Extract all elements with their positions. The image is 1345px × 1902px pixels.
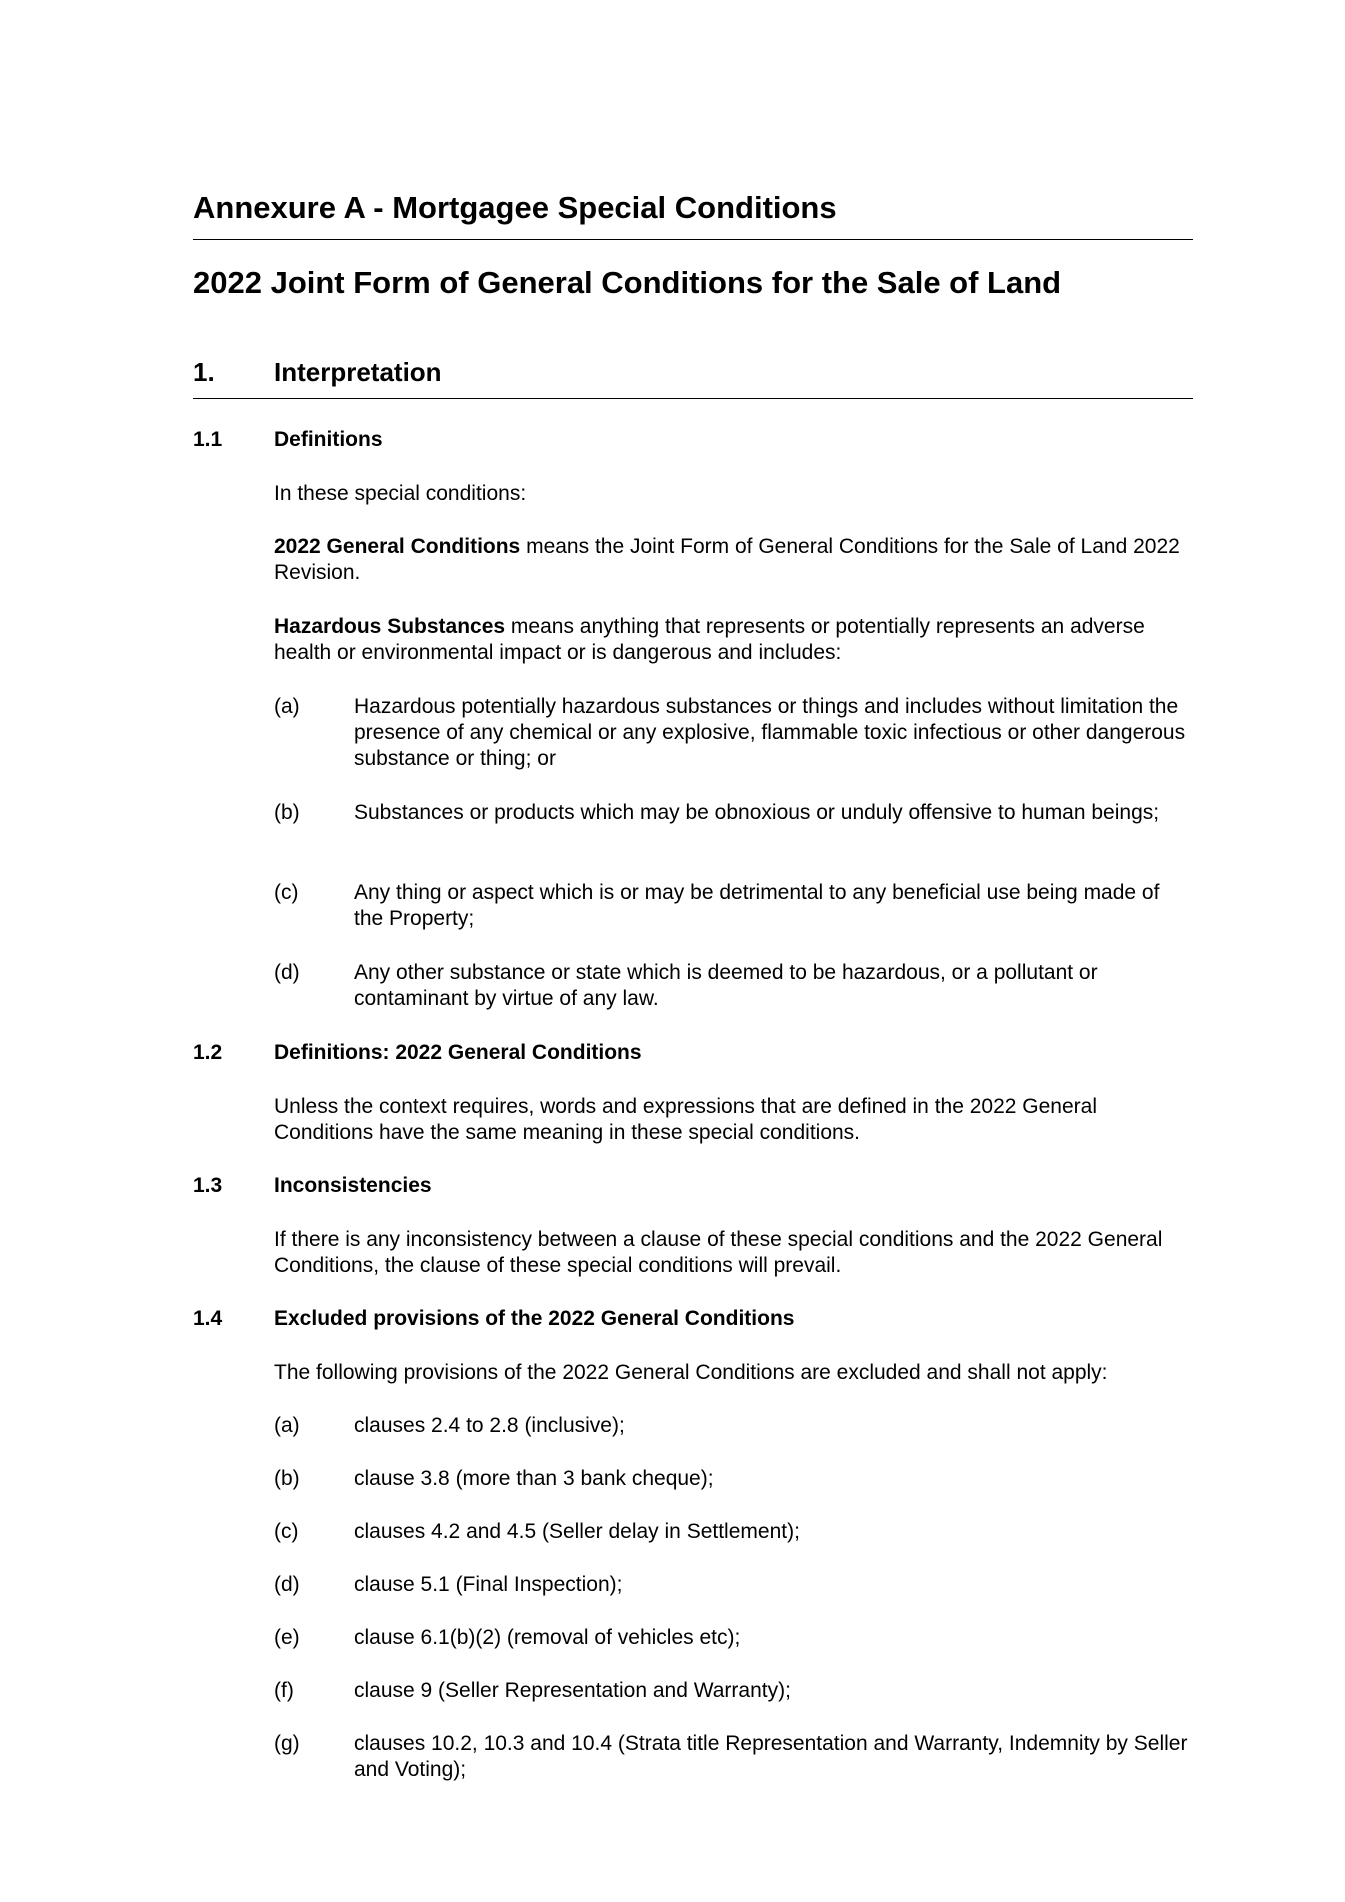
list-item-label: (f) — [274, 1679, 294, 1702]
list-item-text: Substances or products which may be obnoxious or unduly offensive to human beings; — [354, 801, 1160, 824]
definition-text: means the Joint Form of General Conditions for the Sale of Land 2022 Revision. — [274, 535, 1180, 584]
list-item-text: clauses 2.4 to 2.8 (inclusive); — [354, 1414, 625, 1437]
joint-form-heading: 2022 Joint Form of General Conditions for the Sale of Land — [193, 265, 1062, 300]
list-item-label: (a) — [274, 695, 300, 718]
list-item-text: clause 5.1 (Final Inspection); — [354, 1573, 623, 1596]
clause-1-3-number: 1.3 — [193, 1174, 223, 1197]
clause-1-1-number: 1.1 — [193, 428, 223, 451]
list-item-text: clause 9 (Seller Representation and Warranty); — [354, 1679, 791, 1702]
clause-1-2-number: 1.2 — [193, 1041, 223, 1064]
definition-term: 2022 General Conditions — [274, 535, 521, 558]
section-number: 1. — [193, 357, 215, 387]
definition-text: means anything that represents or potentially represents an adverse health or environmental impact or is dangerous and includes: — [274, 615, 1145, 664]
clause-1-2-title: Definitions: 2022 General Conditions — [274, 1041, 642, 1064]
list-item-label: (c) — [274, 1520, 299, 1543]
clause-1-4-title: Excluded provisions of the 2022 General Conditions — [274, 1307, 795, 1330]
list-item-label: (b) — [274, 1467, 300, 1490]
list-item-label: (c) — [274, 881, 299, 904]
definition-term: Hazardous Substances — [274, 615, 506, 638]
list-item-label: (b) — [274, 801, 300, 824]
definition-2022-general-conditions — [274, 534, 1194, 586]
list-item-label: (e) — [274, 1626, 300, 1649]
clause-1-1-title: Definitions — [274, 428, 383, 451]
list-item-text: clause 3.8 (more than 3 bank cheque); — [354, 1467, 714, 1490]
list-item-text: Hazardous potentially hazardous substances or things and includes without limitation the presence of any chemical or any explosive, flammable toxic infectious or other dangerous substance or thing; or — [354, 695, 1186, 770]
list-item-text: clause 6.1(b)(2) (removal of vehicles etc); — [354, 1626, 741, 1649]
clause-1-1-intro: In these special conditions: — [274, 482, 527, 505]
list-item-text: Any other substance or state which is deemed to be hazardous, or a pollutant or contaminant by virtue of any law. — [354, 961, 1098, 1010]
clause-1-3-title: Inconsistencies — [274, 1174, 432, 1197]
list-item-text: clauses 10.2, 10.3 and 10.4 (Strata title Representation and Warranty, Indemnity by Seller and Voting); — [354, 1732, 1188, 1781]
list-item-label: (a) — [274, 1414, 300, 1437]
clause-1-2-text: Unless the context requires, words and expressions that are defined in the 2022 General Conditions have the same meaning in these special conditions. — [274, 1095, 1097, 1144]
list-item-label: (d) — [274, 1573, 300, 1596]
list-item-text: Any thing or aspect which is or may be detrimental to any beneficial use being made of the Property; — [354, 881, 1160, 930]
section-title: Interpretation — [274, 357, 442, 387]
list-item-label: (d) — [274, 961, 300, 984]
clause-1-4-number: 1.4 — [193, 1307, 223, 1330]
clause-1-3-text: If there is any inconsistency between a clause of these special conditions and the 2022 General Conditions, the clause of these special conditions will prevail. — [274, 1228, 1163, 1277]
section-rule — [193, 398, 1193, 399]
definition-hazardous-substances — [274, 614, 1194, 666]
heading-rule — [193, 239, 1193, 240]
list-item-text: clauses 4.2 and 4.5 (Seller delay in Settlement); — [354, 1520, 800, 1543]
clause-1-4-intro: The following provisions of the 2022 General Conditions are excluded and shall not apply: — [274, 1361, 1108, 1384]
annexure-heading: Annexure A - Mortgagee Special Conditions — [193, 190, 837, 225]
list-item-label: (g) — [274, 1732, 300, 1755]
